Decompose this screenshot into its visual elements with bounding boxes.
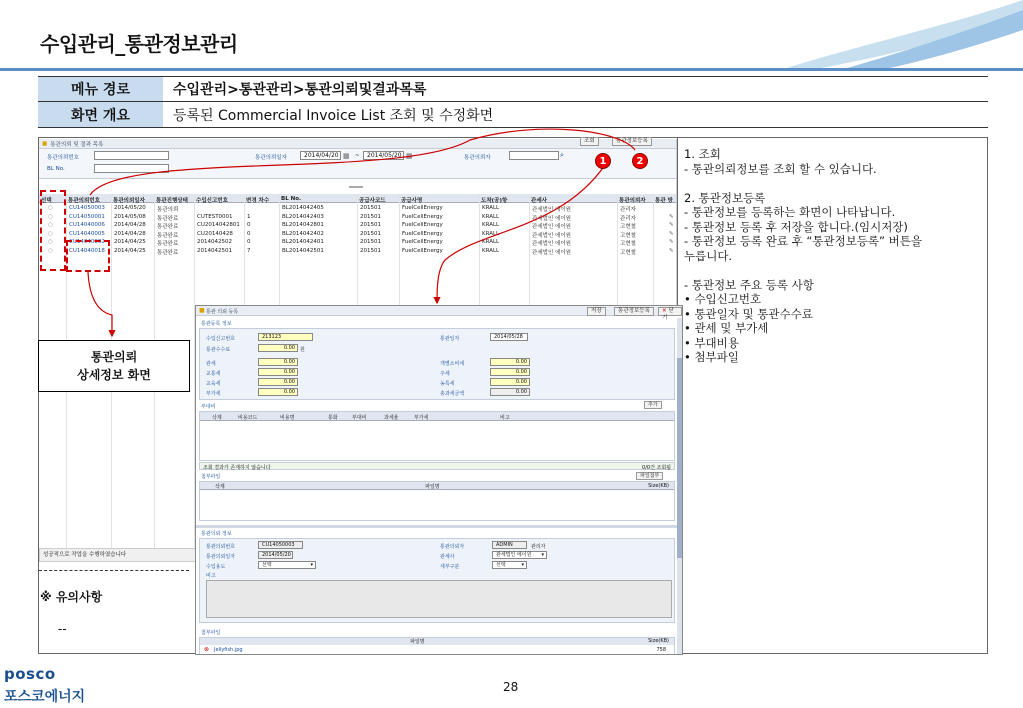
marker-1: 1 (595, 153, 611, 169)
vat-label: 부가세 (206, 391, 221, 397)
table-cell: KRALL (482, 247, 500, 254)
table-cell: 통관의뢰 (157, 207, 179, 213)
import-no-label: 수입신고번호 (206, 336, 235, 342)
grid-col-header[interactable]: 선택 (41, 198, 52, 204)
row-radio[interactable]: ○ (48, 239, 53, 245)
overview-label: 화면 개요 (38, 102, 163, 127)
duty-label: 관세 (206, 361, 216, 367)
row-radio[interactable]: ○ (48, 247, 53, 254)
table-cell: CUTEST0001 (197, 213, 233, 220)
liquor-tax-input[interactable]: 0.00 (490, 368, 530, 376)
table-cell: 1 (247, 213, 251, 220)
list-screen-title: 통관의뢰 및 결과 목록 (50, 141, 104, 148)
close-button[interactable]: ✕ 닫기 (658, 307, 682, 316)
grid-col-header[interactable]: 통관의뢰일자 (113, 198, 145, 204)
edu-tax-label: 교육세 (206, 381, 221, 387)
cost-grid-header (200, 412, 674, 421)
search-button[interactable]: 조회 (580, 137, 599, 146)
req-section-title: 통관의뢰 정보 (201, 531, 232, 537)
table-cell: 201501 (360, 222, 381, 228)
count-text: 0/0건 조회됨 (642, 465, 671, 471)
clear-date-label: 통관일자 (440, 336, 460, 342)
table-cell: 2014042501 (197, 247, 232, 254)
chevron-down-icon: ▾ (541, 552, 544, 558)
table-cell: 관세법인 에이원 (532, 249, 571, 256)
broker-label: 관세사 (440, 554, 455, 560)
attach-file-link[interactable]: Jellyfish.jpg (214, 647, 243, 653)
table-cell: KRALL (482, 205, 500, 211)
table-cell: KRALL (482, 239, 500, 245)
bl-label: BL No. (47, 166, 65, 172)
attach-section-title: 첨부파일 (201, 474, 221, 480)
table-cell: 관세법인 에이원 (532, 232, 571, 239)
grid-col-header[interactable]: 변경 차수 (246, 198, 270, 204)
fee-label: 통관수수료 (206, 347, 231, 353)
req-no-link[interactable]: CU14040018 (69, 247, 105, 254)
right-panel-line: • 관세 및 부가세 (684, 321, 769, 335)
total-label: 총과세금액 (440, 391, 465, 397)
grid-col-header[interactable]: 도착(공)항 (481, 198, 508, 204)
page-number: 28 (503, 680, 519, 694)
table-cell: BL2014042501 (282, 247, 324, 254)
table-cell: 통관완료 (157, 232, 179, 239)
right-panel-line: • 통관일자 및 통관수수료 (684, 306, 813, 321)
table-cell: BL2014042401 (282, 239, 324, 245)
row-radio[interactable]: ○ (48, 213, 53, 220)
req-no-label: 통관의뢰번호 (47, 155, 79, 161)
grid-col-header[interactable]: 통관진행상태 (156, 198, 188, 204)
overview-value: 등록된 Commercial Invoice List 조회 및 수정화면 (173, 107, 494, 124)
grid-col-header[interactable]: 통관의뢰자 (619, 198, 646, 204)
req-info-date-label: 통관의뢰일자 (206, 554, 235, 560)
attach-grid (199, 481, 675, 521)
folder-icon: ■ (199, 307, 205, 314)
table-cell: BL2014042801 (282, 222, 324, 228)
detail-register-button[interactable]: 통관정보등록 (614, 307, 654, 316)
attach-file-button[interactable]: 파일첨부 (636, 472, 663, 480)
right-panel-line: - 통관정보를 등록하는 화면이 나타납니다. (684, 205, 896, 219)
memo-label: 비고 (206, 573, 216, 579)
reg-section-title: 통관등록 정보 (201, 321, 232, 327)
attach-col-filename: 파일명 (425, 484, 440, 490)
close-icon: ✕ (662, 308, 667, 314)
vat-input[interactable]: 0.00 (258, 388, 298, 396)
attach-file-size: 758 (656, 647, 666, 653)
table-cell: BL2014042403 (282, 213, 324, 220)
table-cell: 통관완료 (157, 215, 179, 222)
detail-screen (195, 305, 683, 655)
rural-tax-label: 농특세 (440, 381, 455, 387)
table-cell: BL2014042405 (282, 205, 324, 211)
table-cell: 통관완료 (157, 241, 179, 247)
client-label: 통관의뢰자 (440, 544, 465, 550)
table-cell: FuelCellEnergy (402, 205, 443, 211)
edit-icon[interactable]: ✎ (669, 239, 674, 245)
table-cell: 관리자 (620, 207, 636, 213)
req-info-date: 2014/05/20 (258, 551, 293, 559)
section-divider (196, 525, 680, 528)
grid-col-header[interactable]: 통관 방 (655, 198, 673, 204)
right-panel-line: - 통관정보 등록 완료 후 “통관정보등록” 버튼을 (684, 234, 922, 248)
right-panel-line: 2. 통관정보등록 (684, 190, 766, 205)
cost-col-header: 삭제 (212, 415, 222, 421)
table-cell: 2014042502 (197, 239, 232, 245)
table-cell: 관세법인 에이원 (532, 241, 571, 247)
attach-grid-header (200, 482, 674, 490)
right-panel-line: • 수입신고번호 (684, 292, 762, 306)
folder-icon: ■ (42, 140, 48, 147)
row-radio[interactable]: ○ (48, 222, 53, 228)
delete-icon[interactable]: ⊗ (204, 646, 210, 653)
table-cell: 2014/04/25 (114, 239, 146, 245)
table-cell: 관리자 (620, 215, 636, 222)
table-cell: 0 (247, 222, 251, 228)
logo-posco: posco (4, 665, 56, 683)
import-use-label: 수입용도 (206, 564, 226, 570)
duty-input[interactable]: 0.00 (258, 358, 298, 366)
save-button[interactable]: 저장 (587, 307, 606, 316)
menu-path-label: 메뉴 경로 (38, 77, 163, 101)
marker-2: 2 (632, 153, 648, 169)
cost-grid-footer (199, 462, 675, 470)
table-cell: 201501 (360, 230, 381, 237)
date-separator: ~ (355, 153, 360, 159)
add-cost-button[interactable]: 추가 (644, 401, 662, 409)
notes-body: -- (58, 622, 67, 636)
cost-col-header: 과세율 (384, 415, 399, 421)
won-unit: 원 (300, 347, 305, 353)
table-cell: 201501 (360, 205, 381, 211)
chevron-down-icon: ▾ (521, 562, 524, 568)
traffic-tax-input[interactable]: 0.00 (258, 368, 298, 376)
row-radio[interactable]: ○ (48, 205, 53, 211)
table-cell: CU20140428 (197, 230, 233, 237)
right-panel (684, 147, 984, 365)
client-name: 관리자 (531, 544, 546, 550)
grid-col-header[interactable]: 관세사 (531, 198, 547, 204)
grid-col-header[interactable]: 공급사코드 (359, 198, 386, 204)
right-panel-line: 1. 조회 (684, 147, 721, 161)
date-to-input[interactable]: 2014/05/20 (363, 151, 404, 160)
row-radio[interactable]: ○ (48, 230, 53, 237)
table-cell: KRALL (482, 222, 500, 228)
register-button[interactable]: 통관정보등록 (612, 137, 652, 146)
table-cell: 201501 (360, 247, 381, 254)
table-cell: 관세법인 에이원 (532, 224, 571, 230)
cost-col-header: 부대비 (352, 415, 367, 421)
liquor-tax-label: 주세 (440, 371, 450, 377)
edu-tax-input[interactable]: 0.00 (258, 378, 298, 386)
rural-tax-input[interactable]: 0.00 (490, 378, 530, 386)
traffic-tax-label: 교통세 (206, 371, 221, 377)
cost-col-header: 비용코드 (238, 415, 258, 421)
attach2-col-size: Size(KB) (648, 638, 669, 644)
calendar-icon[interactable]: ▦ (406, 152, 413, 160)
notes-title: ※ 유의사항 (40, 590, 103, 604)
clear-date-input[interactable]: 2014/05/28 (490, 333, 528, 341)
attach-col-size: Size(KB) (648, 483, 669, 489)
req-no-link[interactable]: CU14050003 (69, 205, 105, 211)
req-info-no-label: 통관의뢰번호 (206, 544, 235, 550)
right-panel-line (684, 176, 984, 191)
detail-header (196, 306, 683, 316)
right-panel-line: - 통관의뢰정보를 조회 할 수 있습니다. (684, 161, 877, 176)
cost-section-title: 부대비 (201, 404, 216, 410)
table-cell: 고현철 (620, 232, 636, 239)
req-no-link[interactable]: CU14050001 (69, 213, 105, 220)
memo-textarea[interactable] (206, 580, 672, 618)
logo-korean: 포스코에너지 (4, 689, 86, 705)
req-no-link[interactable]: CU14040006 (69, 222, 105, 228)
table-cell: KRALL (482, 213, 500, 220)
edit-icon[interactable]: ✎ (669, 230, 674, 237)
no-data-text: 조회 결과가 존재하지 않습니다 (203, 465, 271, 471)
attach-col-delete: 삭제 (215, 484, 225, 490)
cost-col-header: 부가세 (414, 415, 429, 421)
grid-col-header[interactable]: 통관의뢰번호 (68, 198, 100, 204)
table-cell: 고현철 (620, 241, 636, 247)
right-panel-line: 누릅니다. (684, 248, 733, 263)
date-from-input[interactable]: 2014/04/20 (300, 151, 341, 160)
req-date-label: 통관의뢰일자 (255, 155, 287, 161)
table-cell: 통관완료 (157, 224, 179, 230)
cost-grid (199, 411, 675, 461)
grid-col-header[interactable]: BL No. (281, 196, 302, 202)
table-cell: 2014/05/20 (114, 205, 146, 211)
calendar-icon[interactable]: ▦ (343, 152, 350, 160)
right-panel-line: - 통관정보 주요 등록 사항 (684, 277, 814, 292)
right-panel-line: • 첨부파일 (684, 350, 739, 364)
callout-line2: 상세정보 화면 (77, 368, 151, 382)
grid-col-header[interactable]: 공급사명 (401, 198, 423, 204)
table-cell: 통관완료 (157, 249, 179, 256)
table-cell: 2014/04/28 (114, 222, 146, 228)
search-icon[interactable]: ⌕ (560, 151, 564, 159)
table-cell: FuelCellEnergy (402, 230, 443, 237)
total-input: 0.00 (490, 388, 530, 396)
special-tax-input[interactable]: 0.00 (490, 358, 530, 366)
right-panel-line (684, 263, 984, 278)
table-cell: 관세법인 에이원 (532, 215, 571, 222)
fee-input[interactable]: 0.00 (258, 344, 298, 352)
table-cell: FuelCellEnergy (402, 247, 443, 254)
edit-icon[interactable]: ✎ (669, 247, 674, 254)
table-cell: 0 (247, 230, 251, 237)
menu-path-value: 수입관리>통관관리>통관의뢰및결과목록 (173, 82, 427, 98)
special-tax-label: 개별소비세 (440, 361, 465, 367)
table-cell: 7 (247, 247, 251, 254)
table-cell: 2014/04/25 (114, 247, 146, 254)
client-id: ADMIN (492, 541, 527, 549)
table-cell: BL2014042402 (282, 230, 324, 237)
callout-line1: 통관의뢰 (90, 350, 138, 364)
table-cell: 2014/04/28 (114, 230, 146, 237)
table-cell: 201501 (360, 239, 381, 245)
attach2-col-filename: 파일명 (410, 639, 425, 645)
cost-col-header: 비고 (500, 415, 510, 421)
tax-type-label: 세부구분 (440, 564, 460, 570)
req-info-no: CU14050003 (258, 541, 303, 549)
attach2-section-title: 첨부파일 (201, 630, 221, 636)
chevron-down-icon: ▾ (310, 562, 313, 568)
detail-title: 통관 의뢰 등록 (206, 309, 239, 315)
company-label: 통관의뢰자 (464, 155, 491, 161)
attach2-grid-header (200, 638, 674, 645)
right-panel-line: • 부대비용 (684, 335, 739, 350)
table-cell: 201501 (360, 213, 381, 220)
cost-col-header: 통화 (328, 415, 338, 421)
table-cell: 고현철 (620, 224, 636, 230)
right-panel-line: - 통관정보 등록 후 저장을 합니다.(임시저장) (684, 219, 908, 234)
req-no-link[interactable]: CU14040005 (69, 230, 105, 237)
edit-icon[interactable]: ✎ (669, 222, 674, 228)
table-cell: KRALL (482, 230, 500, 237)
table-cell: FuelCellEnergy (402, 222, 443, 228)
page-title: 수입관리_통관정보관리 (40, 32, 238, 56)
grid-col-header[interactable]: 수입신고번호 (196, 198, 228, 204)
req-no-link[interactable]: CU14040002 (69, 239, 105, 245)
broker-select[interactable]: 관세법인 에이원 ▾ (492, 551, 547, 559)
table-cell: 관세법인 에이원 (532, 207, 571, 213)
status-bar: 성공적으로 작업을 수행하였습니다 (39, 548, 225, 562)
table-cell: FuelCellEnergy (402, 213, 443, 220)
cost-col-header: 비용명 (280, 415, 295, 421)
reg-section (199, 328, 675, 400)
table-cell: 고현철 (620, 249, 636, 256)
tax-type-select[interactable]: 선택 ▾ (492, 561, 527, 569)
table-cell: FuelCellEnergy (402, 239, 443, 245)
edit-icon[interactable]: ✎ (669, 213, 674, 220)
table-cell: 2014/05/08 (114, 213, 146, 220)
detail-scrollbar[interactable] (677, 318, 682, 654)
table-cell: CU2014042801 (197, 222, 240, 228)
import-use-select[interactable]: 선택 ▾ (258, 561, 316, 569)
req-section (199, 538, 675, 623)
table-cell: 0 (247, 239, 251, 245)
attach2-grid (199, 637, 675, 655)
import-no-input[interactable]: 213123 (258, 333, 313, 341)
